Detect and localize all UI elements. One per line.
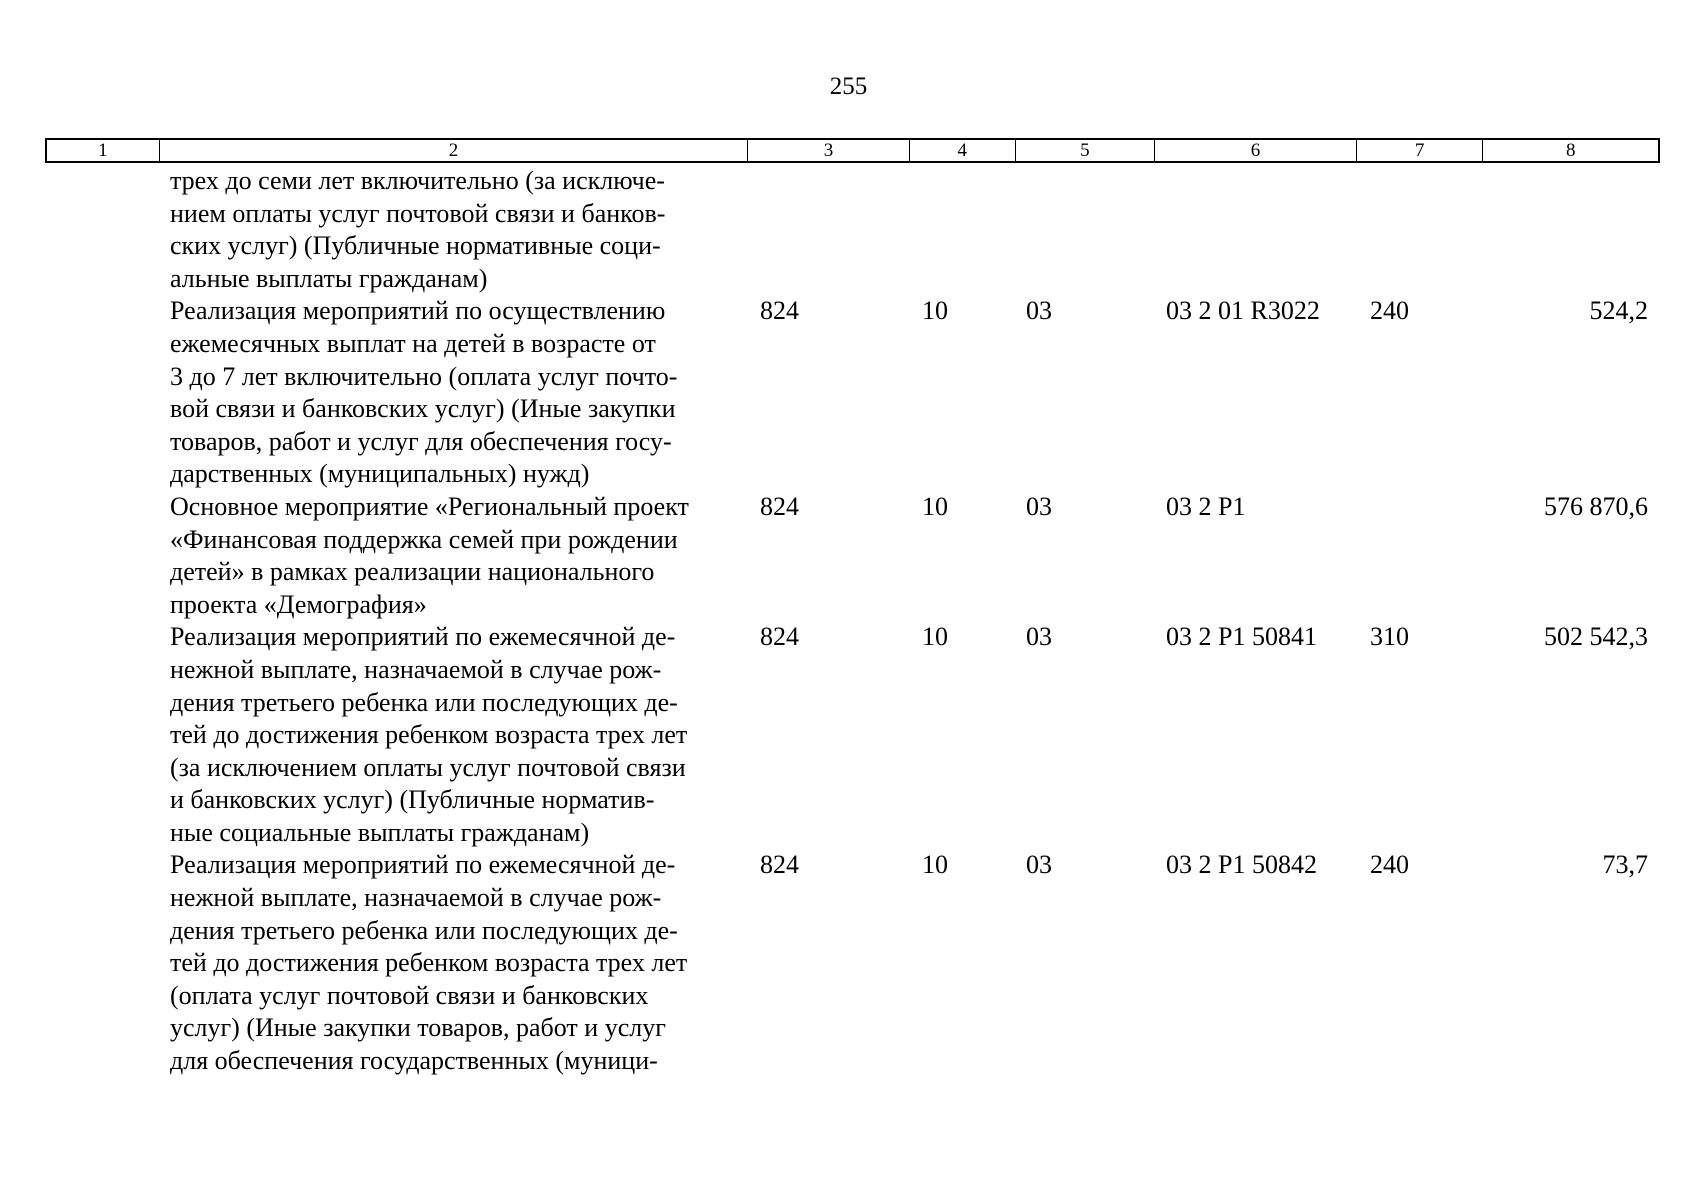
ministry-code-cell: 824 [760, 622, 799, 652]
table-header-row [45, 138, 1660, 163]
section-cell: 10 [922, 296, 948, 326]
description-line: ные социальные выплаты гражданам) [170, 817, 590, 847]
description-line: для обеспечения государственных (муници- [170, 1046, 658, 1076]
table-row [45, 165, 1660, 295]
description-line: дарственных (муниципальных) нужд) [170, 459, 590, 489]
expense-type-cell: 310 [1370, 622, 1409, 652]
row-number-cell [45, 621, 158, 849]
amount-cell: 524,2 [1589, 296, 1648, 326]
target-article-cell: 03 2 P1 [1166, 491, 1246, 521]
target-article-cell: 03 2 01 R3022 [1166, 296, 1320, 326]
description-line: Реализация мероприятий по ежемесячной де- [170, 622, 676, 652]
subsection-cell: 03 [1026, 622, 1052, 652]
column-header-1: 1 [47, 140, 160, 161]
description-cell [158, 621, 748, 849]
table-row [45, 621, 1660, 849]
subsection-cell [1016, 165, 1156, 295]
description-line: детей» в рамках реализации национального [170, 557, 655, 587]
description-cell [158, 491, 748, 621]
table-row [45, 491, 1660, 621]
description-line: тей до достижения ребенком возраста трех лет [170, 720, 688, 750]
description-line: нежной выплате, назначаемой в случае рож- [170, 883, 662, 913]
column-header-6: 6 [1155, 140, 1357, 161]
description-line: Реализация мероприятий по осуществлению [170, 296, 666, 326]
description-line: трех до семи лет включительно (за исключе- [170, 166, 665, 195]
subsection-cell: 03 [1026, 296, 1052, 326]
ministry-code-cell: 824 [760, 491, 799, 521]
description-line: дения третьего ребенка или последующих де- [170, 687, 678, 717]
description-cell [158, 849, 748, 1077]
description-cell [158, 295, 748, 491]
section-cell: 10 [922, 850, 948, 880]
description-line: и банковских услуг) (Публичные норматив- [170, 785, 655, 815]
description-line: альные выплаты гражданам) [170, 263, 488, 293]
target-article-cell [1156, 165, 1358, 295]
description-line: «Финансовая поддержка семей при рождении [170, 524, 678, 554]
target-article-cell: 03 2 P1 50842 [1166, 850, 1317, 880]
description-line: дения третьего ребенка или последующих де- [170, 915, 678, 945]
description-line: Реализация мероприятий по ежемесячной де- [170, 850, 676, 880]
amount-cell [1485, 165, 1660, 295]
section-cell: 10 [922, 491, 948, 521]
table-row [45, 295, 1660, 491]
row-number-cell [45, 491, 158, 621]
ministry-code-cell [748, 165, 910, 295]
target-article-cell: 03 2 P1 50841 [1166, 622, 1317, 652]
description-line: тей до достижения ребенком возраста трех лет [170, 948, 688, 978]
expense-type-cell [1358, 165, 1485, 295]
description-line: проекта «Демография» [170, 589, 427, 619]
section-cell: 10 [922, 622, 948, 652]
amount-cell: 502 542,3 [1544, 622, 1648, 652]
description-line: Основное мероприятие «Региональный проект [170, 491, 689, 521]
description-line: 3 до 7 лет включительно (оплата услуг почто- [170, 361, 678, 391]
description-line: вой связи и банковских услуг) (Иные закупки [170, 394, 676, 424]
column-header-5: 5 [1016, 140, 1156, 161]
expense-type-cell: 240 [1370, 296, 1409, 326]
ministry-code-cell: 824 [760, 296, 799, 326]
description-line: (оплата услуг почтовой связи и банковских [170, 980, 649, 1010]
description-line: товаров, работ и услуг для обеспечения госу- [170, 426, 672, 456]
column-header-8: 8 [1565, 140, 1576, 161]
subsection-cell: 03 [1026, 491, 1052, 521]
description-line: нежной выплате, назначаемой в случае рож- [170, 654, 662, 684]
column-header-7: 7 [1357, 140, 1484, 161]
description-cell [158, 165, 748, 295]
column-header-3: 3 [748, 140, 910, 161]
amount-cell: 73,7 [1602, 850, 1648, 880]
row-number-cell [45, 295, 158, 491]
expense-type-cell [1358, 491, 1485, 621]
description-line: нием оплаты услуг почтовой связи и банков- [170, 198, 666, 228]
page-number: 255 [829, 73, 868, 100]
row-number-cell [45, 165, 158, 295]
section-cell [910, 165, 1016, 295]
description-line: (за исключением оплаты услуг почтовой связи [170, 752, 686, 782]
table-row [45, 849, 1660, 1077]
amount-cell: 576 870,6 [1544, 491, 1648, 521]
description-line: ежемесячных выплат на детей в возрасте от [170, 328, 656, 358]
description-line: ских услуг) (Публичные нормативные соци- [170, 231, 661, 261]
budget-table-body [45, 165, 1660, 1078]
expense-type-cell: 240 [1370, 850, 1409, 880]
subsection-cell: 03 [1026, 850, 1052, 880]
description-line: услуг) (Иные закупки товаров, работ и услуг [170, 1013, 666, 1043]
row-number-cell [45, 849, 158, 1077]
column-header-4: 4 [910, 140, 1016, 161]
ministry-code-cell: 824 [760, 850, 799, 880]
column-header-2: 2 [160, 140, 749, 161]
